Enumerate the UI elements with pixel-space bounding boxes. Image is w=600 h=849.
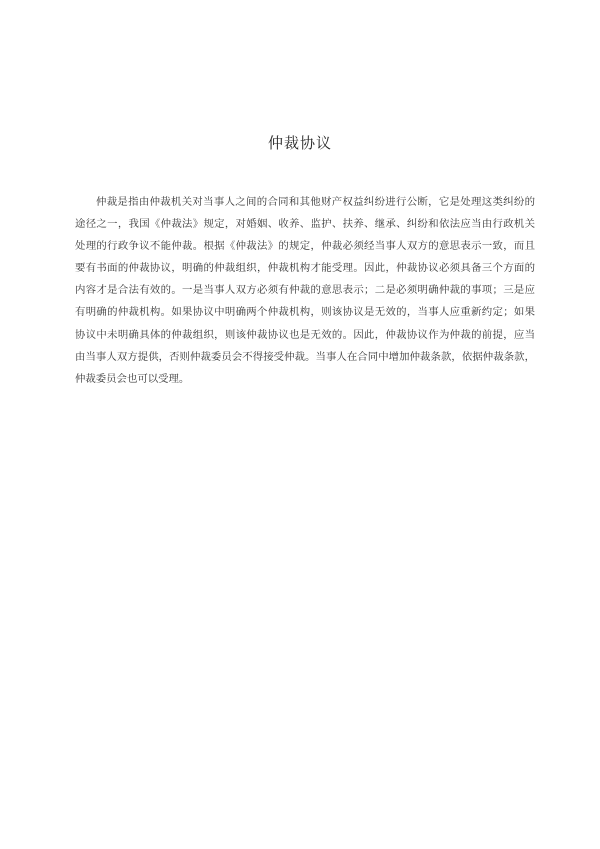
document-body (75, 191, 535, 390)
body-line: 仲裁委员会也可以受理。 (75, 372, 190, 385)
body-line: 由当事人双方提供，否则仲裁委员会不得接受仲裁。当事人在合同中增加仲裁条款，依据仲裁条款， (75, 350, 535, 363)
body-line: 仲裁是指由仲裁机关对当事人之间的合同和其他财产权益纠纷进行公断，它是处理这类纠纷的 (96, 196, 535, 208)
body-line: 处理的行政争议不能仲裁。根据《仲裁法》的规定，仲裁必须经当事人双方的意思表示一致，而且 (75, 240, 535, 253)
body-line: 内容才是合法有效的。一是当事人双方必须有仲裁的意思表示；二是必须明确仲裁的事项；三是应 (75, 284, 535, 297)
body-line: 协议中未明确具体的仲裁组织，则该仲裁协议也是无效的。因此，仲裁协议作为仲裁的前提，应当 (75, 328, 535, 341)
body-line: 要有书面的仲裁协议，明确的仲裁组织，仲裁机构才能受理。因此，仲裁协议必须具备三个方面的 (75, 262, 535, 275)
body-line: 途径之一，我国《仲裁法》规定，对婚姻、收养、监护、扶养、继承、纠纷和依法应当由行政机关 (75, 218, 535, 231)
document-title: 仲裁协议 (267, 134, 332, 152)
body-line: 有明确的仲裁机构。如果协议中明确两个仲裁机构，则该协议是无效的，当事人应重新约定；如果 (75, 306, 535, 319)
